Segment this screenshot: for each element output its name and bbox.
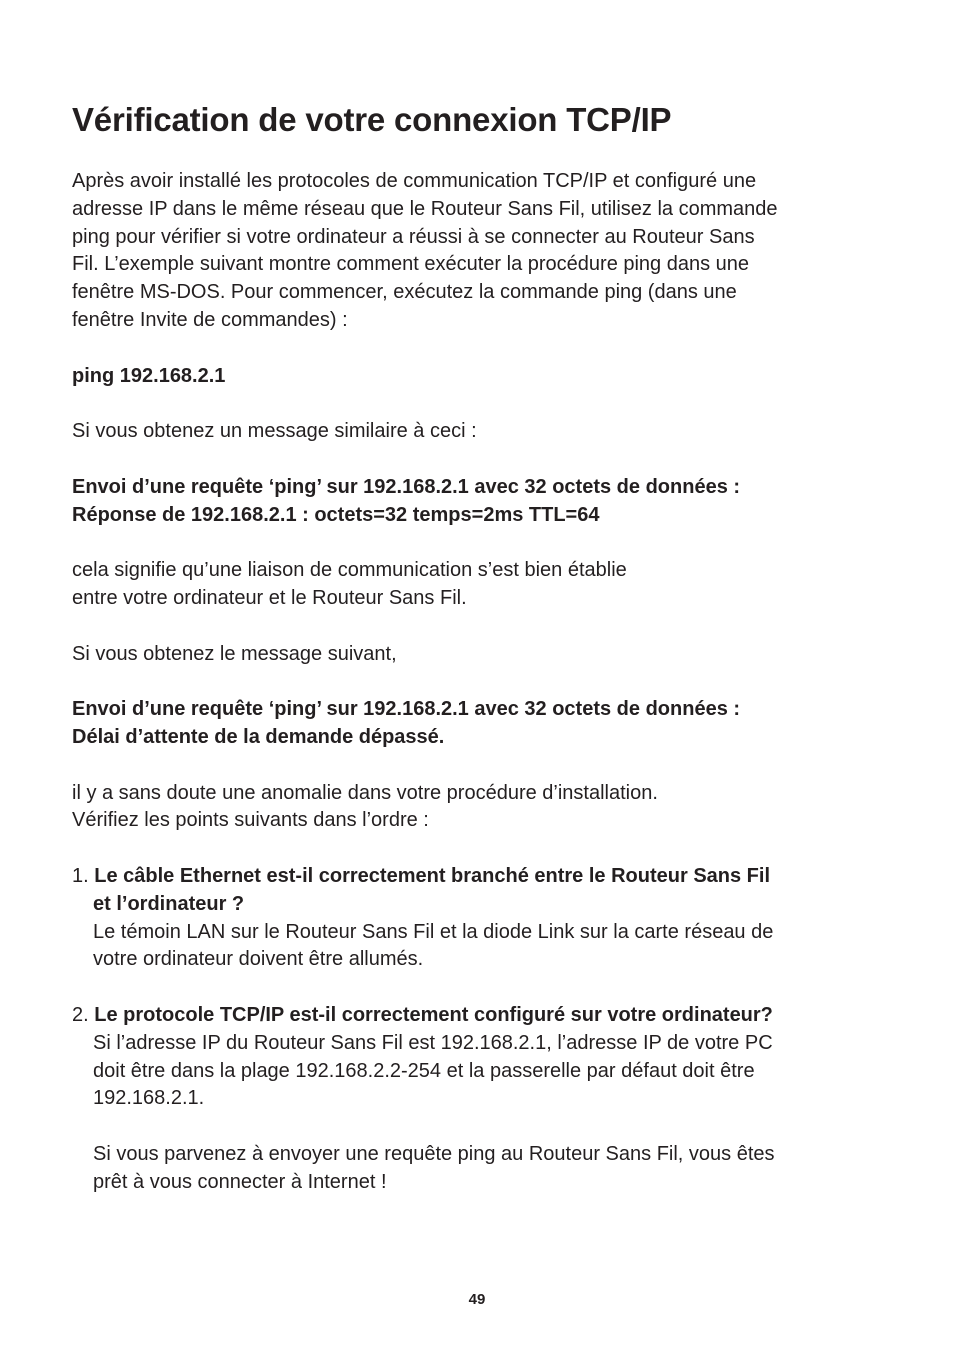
- intro-paragraph: Après avoir installé les protocoles de communication TCP/IP et configuré une adresse IP dans le même réseau que le Routeur Sans Fil, utilisez la commande ping pour vérifier si votre ordinateur a réussi à se connecter au Routeur Sans Fil. L’exemple suivant montre comment exécuter la procédure ping dans une fenêtre MS-DOS. Pour commencer, exécutez la commande ping (dans une fenêtre Invite de commandes) :: [72, 170, 778, 331]
- item-number: 2.: [72, 1003, 89, 1026]
- fail-output: Envoi d’une requête ‘ping’ sur 192.168.2.1 avec 32 octets de données : Délai d’attente de la demande dépassé.: [72, 698, 741, 748]
- page-title: Vérification de votre connexion TCP/IP: [72, 101, 672, 138]
- item-question: Le protocole TCP/IP est-il correctement configuré sur votre ordinateur?: [94, 1003, 773, 1026]
- ping-command: ping 192.168.2.1: [72, 364, 226, 387]
- fail-meaning: il y a sans doute une anomalie dans votre procédure d’installation. Vérifiez les points suivants dans l’ordre :: [72, 781, 658, 832]
- page-content: [72, 98, 902, 1196]
- item-number: 1.: [72, 864, 89, 887]
- page-number: 49: [468, 1291, 486, 1308]
- item-question: Le câble Ethernet est-il correctement branché entre le Routeur Sans Fil: [94, 864, 771, 887]
- following-message-text: Si vous obtenez le message suivant,: [72, 642, 397, 665]
- similar-message-text: Si vous obtenez un message similaire à ceci :: [72, 420, 477, 443]
- success-meaning: cela signifie qu’une liaison de communication s’est bien établie entre votre ordinateur et le Routeur Sans Fil.: [72, 559, 627, 609]
- checklist-item-2: 2. Le protocole TCP/IP est-il correctement configuré sur votre ordinateur? Si l’adresse IP du Routeur Sans Fil est 192.168.2.1, l’adresse IP de votre PC doit être dans la plage 192.168.2.2-254 et la passerelle par défaut doit être 192.168.2.1. Si vous parvenez à envoyer une requête ping au Routeur Sans Fil, vous êtes prêt à vous connecter à Internet !: [72, 1003, 775, 1193]
- checklist-item-1: 1. Le câble Ethernet est-il correctement branché entre le Routeur Sans Fil et l’ordinateur ? Le témoin LAN sur le Routeur Sans Fil et la diode Link sur la carte réseau de votre ordinateur doivent être allumés.: [72, 863, 902, 974]
- item-question-cont: et l’ordinateur ?: [93, 892, 245, 915]
- success-output: Envoi d’une requête ‘ping’ sur 192.168.2.1 avec 32 octets de données : Réponse de 192.168.2.1 : octets=32 temps=2ms TTL=64: [72, 475, 741, 526]
